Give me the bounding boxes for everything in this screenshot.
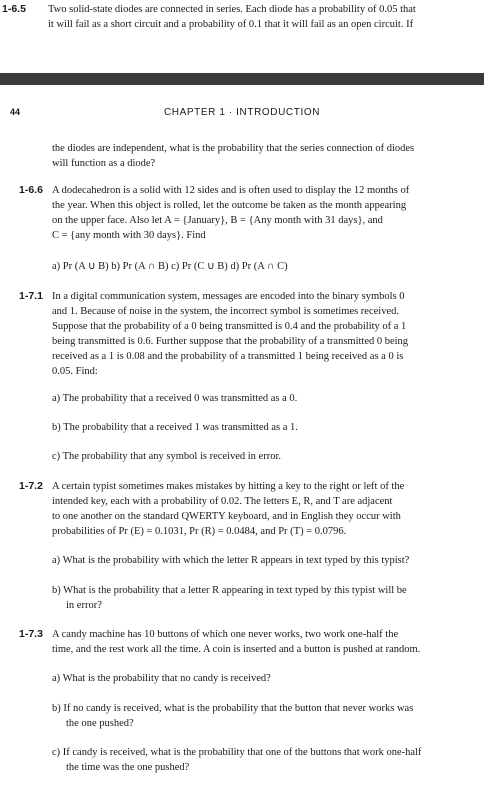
problem-number: 1-6.6 [19,184,43,196]
text-line: Two solid-state diodes are connected in series. Each diode has a probability of 0.05 that [48,4,416,15]
problem-number: 1-7.3 [19,628,43,640]
text-line: b) If no candy is received, what is the probability that the button that never works was [52,703,414,714]
text-line: C = {any month with 30 days}. Find [52,230,206,241]
text-line: probabilities of Pr (E) = 0.1031, Pr (R) = 0.0484, and Pr (T) = 0.0796. [52,526,347,537]
text-line: the diodes are independent, what is the probability that the series connection of diodes [52,143,415,154]
text-line: A candy machine has 10 buttons of which one never works, two work one-half the [52,629,399,640]
problem-1-7-2-part-a: a) What is the probability with which the letter R appears in text typed by this typist? [52,555,410,566]
problem-1-7-1-part-b: b) The probability that a received 1 was transmitted as a 1. [52,422,298,433]
text-line: and 1. Because of noise in the system, the incorrect symbol is sometimes received. [52,306,399,317]
text-line: b) What is the probability that a letter R appearing in text typed by this typist will be [52,585,407,596]
text-line: on the upper face. Also let A = {January}, B = {Any month with 31 days}, and [52,215,383,226]
text-line: in error? [66,600,102,611]
text-line: A certain typist sometimes makes mistakes by hitting a key to the right or left of the [52,481,405,492]
text-line: A dodecahedron is a solid with 12 sides and is often used to display the 12 months of [52,185,410,196]
problem-number: 1-6.5 [2,3,26,15]
text-line: intended key, each with a probability of 0.02. The letters E, R, and T are adjacent [52,496,393,507]
problem-number: 1-7.1 [19,290,43,302]
text-line: c) If candy is received, what is the probability that one of the buttons that work one-half [52,747,422,758]
text-line: Suppose that the probability of a 0 being transmitted is 0.4 and the probability of a 1 [52,321,407,332]
page-number: 44 [10,107,21,117]
problem-1-7-1-part-c: c) The probability that any symbol is received in error. [52,451,281,462]
problem-1-7-2-part-b [52,583,462,613]
page-break-bar [0,73,484,85]
text-line: the year. When this object is rolled, let the outcome be taken as the month appearing [52,200,407,211]
text-line: being transmitted is 0.6. Further suppose that the probability of a transmitted 0 being [52,336,409,347]
text-line: the time was the one pushed? [66,762,190,773]
problem-1-7-3-part-a: a) What is the probability that no candy is received? [52,673,271,684]
chapter-header: CHAPTER 1 · INTRODUCTION [163,107,321,118]
problem-1-7-3-part-c [52,745,462,775]
text-line: will function as a diode? [52,158,156,169]
problem-1-7-3-part-b [52,701,462,731]
problem-number: 1-7.2 [19,480,43,492]
text-line: time, and the rest work all the time. A coin is inserted and a button is pushed at random. [52,644,421,655]
text-line: to one another on the standard QWERTY keyboard, and in English they occur with [52,511,401,522]
text-line: In a digital communication system, messages are encoded into the binary symbols 0 [52,291,405,302]
text-line: received as a 1 is 0.08 and the probability of a transmitted 1 being received as a 0 is [52,351,404,362]
text-line: it will fail as a short circuit and a probability of 0.1 that it will fail as an open circuit. If [48,19,414,30]
problem-1-6-6-parts: a) Pr (A ∪ B) b) Pr (A ∩ B) c) Pr (C ∪ B) d) Pr (A ∩ C) [52,261,288,272]
text-line: the one pushed? [66,718,134,729]
problem-1-7-1-part-a: a) The probability that a received 0 was transmitted as a 0. [52,393,298,404]
text-line: 0.05. Find: [52,366,98,377]
